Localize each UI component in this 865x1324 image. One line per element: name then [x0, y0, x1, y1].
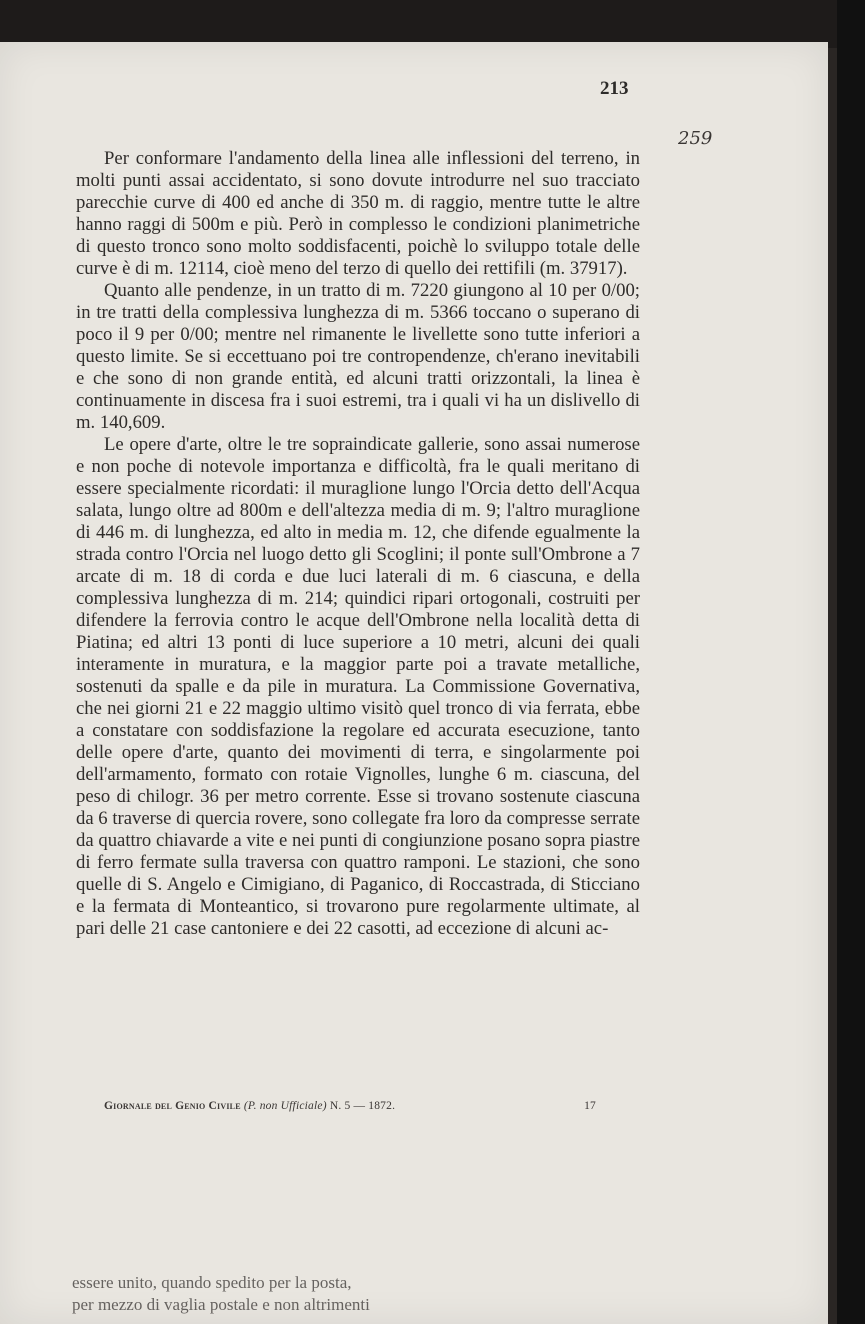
footer-citation — [104, 1100, 395, 1112]
scan-dark-border — [0, 0, 865, 48]
bleed-line: per mezzo di vaglia postale e non altrimenti — [72, 1295, 370, 1314]
bleed-line: essere unito, quando spedito per la posta, — [72, 1273, 352, 1292]
journal-issue: N. 5 — 1872. — [329, 1100, 396, 1112]
bleed-through-text — [72, 1272, 492, 1316]
scan-right-border — [837, 0, 865, 1324]
page-number: 213 — [600, 78, 629, 99]
paragraph: Per conformare l'andamento della linea alle inflessioni del terreno, in molti punti assai accidentato, si sono dovute introdurre nel suo tracciato parecchie curve di 400 ed anche di 350 m. di raggio, mentre tutte le altre hanno raggi di 500m e più. Però in complesso le condizioni planimetriche di questo tronco sono molto soddisfacenti, poichè lo sviluppo totale delle curve è di m. 12114, cioè meno del terzo di quello dei rettifili (m. 37917). — [76, 148, 640, 279]
handwritten-page-annotation: 259 — [678, 128, 713, 149]
paragraph: Quanto alle pendenze, in un tratto di m. 7220 giungono al 10 per 0/00; in tre tratti della complessiva lunghezza di m. 5366 toccano o superano di poco il 9 per 0/00; mentre nel rimanente le livellette sono tutte inferiori a questo limite. Se si eccettuano poi tre contropendenze, ch'erano inevitabili e che sono di non grande entità, ed alcuni tratti orizzontali, la linea è continuamente in discesa fra i suoi estremi, tra i quali vi ha un dislivello di m. 140,609. — [76, 280, 640, 433]
journal-name: Giornale del Genio Civile — [104, 1100, 241, 1112]
paragraph: Le opere d'arte, oltre le tre sopraindicate gallerie, sono assai numerose e non poche di notevole importanza e difficoltà, fra le quali meritano di essere specialmente ricordati: il muraglione lungo l'Orcia detto dell'Acqua salata, lungo oltre ad 800m e dell'altezza media di m. 9; l'altro muraglione di 446 m. di lunghezza, ed alto in media m. 12, che difende egualmente la strada contro l'Orcia nel luogo detto gli Scoglini; il ponte sull'Ombrone a 7 arcate di m. 18 di corda e due luci laterali di m. 6 ciascuna, e della complessiva lunghezza di m. 214; quindici ripari ortogonali, costruiti per difendere la ferrovia contro le acque dell'Ombrone nella località detta di Piatina; ed altri 13 ponti di luce superiore a 10 metri, alcuni dei quali interamente in muratura, e la maggior parte poi a travate metalliche, sostenuti da spalle e da pile in muratura. La Commissione Governativa, che nei giorni 21 e 22 maggio ultimo visitò quel tronco di via ferrata, ebbe a constatare con soddisfazione la regolare ed accurata esecuzione, tanto delle opere d'arte, quanto dei movimenti di terra, e singolarmente poi dell'armamento, formato con rotaie Vignolles, lunghe 6 m. ciascuna, del peso di chilogr. 36 per metro corrente. Esse si trovano sostenute ciascuna da 6 traverse di quercia rovere, sono collegate fra loro da compresse serrate da quattro chiavarde a vite e nei punti di congiunzione posano sopra piastre di ferro fermate sulla traversa con quattro ramponi. Le stazioni, che sono quelle di S. Angelo e Cimigiano, di Paganico, di Roccastrada, di Sticciano e la fermata di Monteantico, si trovarono pure regolarmente ultimate, al pari delle 21 case cantoniere e dei 22 casotti, ad eccezione di alcuni ac- — [76, 434, 640, 939]
body-text — [76, 148, 640, 940]
journal-note: (P. non Ufficiale) — [243, 1100, 327, 1112]
signature-mark: 17 — [584, 1100, 596, 1112]
page-footer — [104, 1100, 596, 1112]
